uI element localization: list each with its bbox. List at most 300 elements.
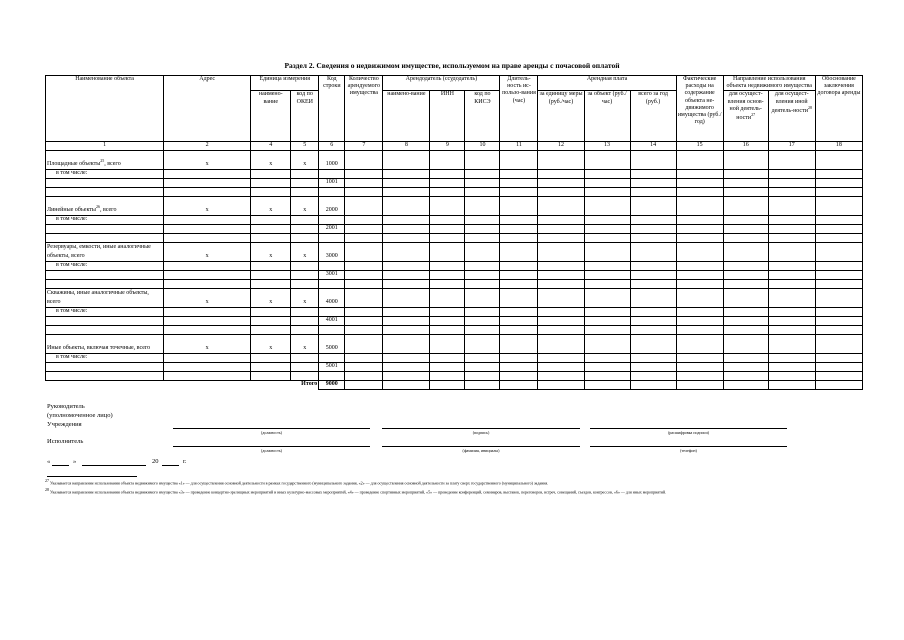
data-cell[interactable] — [768, 288, 815, 307]
data-cell[interactable] — [46, 270, 164, 279]
data-cell[interactable] — [465, 242, 500, 261]
data-cell[interactable] — [538, 371, 584, 380]
data-cell — [251, 371, 291, 380]
data-cell[interactable] — [538, 233, 584, 242]
data-cell[interactable] — [465, 307, 500, 316]
data-cell[interactable] — [383, 334, 430, 353]
data-cell[interactable] — [723, 270, 768, 279]
data-cell[interactable] — [345, 307, 383, 316]
data-cell[interactable] — [815, 307, 862, 316]
data-cell[interactable] — [430, 380, 465, 389]
data-cell[interactable] — [768, 362, 815, 371]
data-cell[interactable] — [815, 187, 862, 196]
data-cell[interactable] — [345, 288, 383, 307]
data-cell[interactable] — [768, 316, 815, 325]
data-cell[interactable] — [815, 215, 862, 224]
data-cell[interactable] — [538, 362, 584, 371]
data-cell[interactable] — [676, 316, 723, 325]
data-cell[interactable] — [345, 279, 383, 288]
data-cell[interactable] — [676, 150, 723, 169]
data-cell[interactable] — [345, 215, 383, 224]
data-cell[interactable] — [723, 371, 768, 380]
data-cell[interactable] — [630, 288, 676, 307]
data-cell[interactable] — [584, 270, 630, 279]
data-cell[interactable] — [345, 224, 383, 233]
data-cell[interactable] — [538, 279, 584, 288]
data-cell[interactable] — [723, 279, 768, 288]
data-cell[interactable] — [723, 215, 768, 224]
data-cell[interactable] — [251, 362, 291, 371]
data-cell[interactable] — [676, 169, 723, 178]
data-cell[interactable] — [430, 178, 465, 187]
data-cell[interactable] — [345, 362, 383, 371]
data-cell[interactable] — [538, 288, 584, 307]
data-cell[interactable] — [676, 288, 723, 307]
data-cell[interactable] — [815, 334, 862, 353]
data-cell[interactable] — [465, 150, 500, 169]
data-cell[interactable] — [500, 334, 538, 353]
data-cell[interactable] — [676, 362, 723, 371]
data-cell[interactable] — [251, 169, 291, 178]
data-cell[interactable] — [430, 196, 465, 215]
data-cell[interactable] — [345, 187, 383, 196]
data-cell[interactable] — [538, 270, 584, 279]
data-cell[interactable] — [630, 261, 676, 270]
data-cell[interactable] — [465, 362, 500, 371]
data-cell[interactable] — [676, 242, 723, 261]
data-cell[interactable] — [430, 224, 465, 233]
data-cell[interactable] — [291, 316, 319, 325]
data-cell[interactable] — [251, 178, 291, 187]
data-cell[interactable] — [251, 353, 291, 362]
data-cell[interactable] — [584, 279, 630, 288]
data-cell[interactable] — [538, 196, 584, 215]
data-cell[interactable] — [768, 334, 815, 353]
data-cell[interactable] — [500, 261, 538, 270]
data-cell[interactable] — [383, 150, 430, 169]
data-cell[interactable] — [815, 380, 862, 389]
data-cell[interactable] — [345, 233, 383, 242]
data-cell[interactable] — [291, 178, 319, 187]
date-month-field[interactable] — [82, 465, 146, 466]
data-cell[interactable] — [768, 224, 815, 233]
data-cell[interactable] — [584, 325, 630, 334]
data-cell[interactable] — [676, 371, 723, 380]
data-cell[interactable] — [465, 334, 500, 353]
data-cell[interactable] — [465, 325, 500, 334]
data-cell[interactable] — [584, 150, 630, 169]
data-cell[interactable] — [723, 150, 768, 169]
data-cell[interactable] — [676, 261, 723, 270]
data-cell[interactable] — [465, 178, 500, 187]
data-cell[interactable] — [383, 233, 430, 242]
head-position-line[interactable] — [173, 428, 370, 429]
data-cell[interactable] — [723, 325, 768, 334]
data-cell[interactable] — [500, 279, 538, 288]
data-cell[interactable] — [164, 307, 251, 316]
data-cell[interactable] — [723, 334, 768, 353]
data-cell[interactable] — [465, 353, 500, 362]
data-cell[interactable] — [815, 224, 862, 233]
data-cell[interactable] — [345, 380, 383, 389]
data-cell[interactable] — [383, 178, 430, 187]
data-cell[interactable] — [676, 270, 723, 279]
data-cell[interactable] — [500, 380, 538, 389]
data-cell[interactable] — [676, 307, 723, 316]
data-cell[interactable] — [291, 261, 319, 270]
data-cell[interactable] — [430, 233, 465, 242]
data-cell[interactable] — [630, 233, 676, 242]
data-cell[interactable] — [251, 261, 291, 270]
data-cell[interactable] — [584, 233, 630, 242]
data-cell[interactable] — [465, 380, 500, 389]
subitem-label: в том числе: — [46, 169, 164, 178]
data-cell[interactable] — [815, 261, 862, 270]
data-cell[interactable] — [768, 196, 815, 215]
data-cell[interactable] — [815, 233, 862, 242]
data-cell[interactable] — [291, 169, 319, 178]
data-cell[interactable] — [345, 316, 383, 325]
executor-phone-line[interactable] — [590, 446, 787, 447]
data-cell[interactable] — [538, 215, 584, 224]
data-cell[interactable] — [676, 178, 723, 187]
data-cell[interactable] — [251, 224, 291, 233]
data-cell[interactable] — [345, 334, 383, 353]
data-cell[interactable] — [815, 178, 862, 187]
data-cell[interactable] — [345, 169, 383, 178]
data-cell[interactable] — [584, 334, 630, 353]
data-cell[interactable] — [630, 169, 676, 178]
data-cell[interactable] — [768, 353, 815, 362]
data-cell[interactable] — [815, 325, 862, 334]
data-cell[interactable] — [164, 178, 251, 187]
data-cell[interactable] — [584, 371, 630, 380]
data-cell[interactable] — [500, 150, 538, 169]
data-cell[interactable] — [538, 261, 584, 270]
data-cell[interactable] — [430, 261, 465, 270]
data-cell[interactable] — [430, 362, 465, 371]
data-cell[interactable] — [676, 187, 723, 196]
data-cell[interactable] — [630, 178, 676, 187]
data-cell[interactable] — [383, 380, 430, 389]
data-cell[interactable] — [768, 307, 815, 316]
data-cell[interactable] — [676, 215, 723, 224]
data-cell[interactable] — [768, 242, 815, 261]
data-cell[interactable] — [676, 279, 723, 288]
data-cell[interactable] — [430, 307, 465, 316]
data-cell[interactable] — [584, 169, 630, 178]
data-cell[interactable] — [630, 196, 676, 215]
data-cell[interactable] — [768, 371, 815, 380]
data-cell[interactable] — [345, 196, 383, 215]
date-year-field[interactable] — [162, 465, 179, 466]
data-cell[interactable] — [768, 261, 815, 270]
data-cell[interactable] — [676, 353, 723, 362]
data-cell[interactable] — [500, 224, 538, 233]
data-cell[interactable] — [383, 307, 430, 316]
data-cell[interactable] — [251, 307, 291, 316]
data-cell[interactable] — [383, 316, 430, 325]
data-cell[interactable] — [383, 325, 430, 334]
data-cell[interactable] — [584, 178, 630, 187]
data-cell[interactable] — [430, 325, 465, 334]
data-cell[interactable] — [291, 215, 319, 224]
data-cell[interactable] — [538, 334, 584, 353]
data-cell[interactable] — [630, 353, 676, 362]
data-cell[interactable] — [46, 178, 164, 187]
data-cell[interactable] — [630, 224, 676, 233]
data-cell[interactable] — [430, 288, 465, 307]
data-cell[interactable] — [500, 371, 538, 380]
data-cell[interactable] — [500, 270, 538, 279]
data-cell[interactable] — [500, 325, 538, 334]
data-cell[interactable] — [345, 178, 383, 187]
data-cell[interactable] — [500, 353, 538, 362]
data-cell[interactable] — [46, 316, 164, 325]
data-cell[interactable] — [584, 362, 630, 371]
data-cell[interactable] — [538, 380, 584, 389]
data-cell[interactable] — [723, 169, 768, 178]
data-cell[interactable] — [815, 150, 862, 169]
data-cell[interactable] — [345, 270, 383, 279]
data-cell[interactable] — [723, 187, 768, 196]
data-cell[interactable] — [345, 325, 383, 334]
data-cell[interactable] — [723, 196, 768, 215]
data-cell[interactable] — [630, 270, 676, 279]
data-cell[interactable] — [538, 307, 584, 316]
data-cell[interactable] — [430, 187, 465, 196]
data-cell[interactable] — [164, 270, 251, 279]
data-cell[interactable] — [815, 371, 862, 380]
data-cell[interactable] — [630, 380, 676, 389]
data-cell[interactable] — [538, 187, 584, 196]
data-cell[interactable] — [630, 325, 676, 334]
data-cell[interactable] — [500, 187, 538, 196]
data-cell[interactable] — [768, 233, 815, 242]
data-cell[interactable] — [815, 242, 862, 261]
data-cell[interactable] — [465, 233, 500, 242]
data-cell[interactable] — [630, 279, 676, 288]
data-cell — [319, 371, 345, 380]
data-cell[interactable] — [500, 233, 538, 242]
data-cell[interactable] — [465, 261, 500, 270]
data-cell[interactable] — [584, 215, 630, 224]
data-cell[interactable] — [465, 316, 500, 325]
data-cell[interactable] — [291, 353, 319, 362]
head-decode-line[interactable] — [590, 428, 787, 429]
data-cell[interactable] — [630, 334, 676, 353]
data-cell[interactable] — [538, 325, 584, 334]
data-cell[interactable] — [251, 316, 291, 325]
data-cell[interactable] — [383, 215, 430, 224]
data-cell[interactable] — [768, 215, 815, 224]
data-cell[interactable] — [465, 169, 500, 178]
data-cell[interactable] — [465, 288, 500, 307]
data-cell[interactable] — [383, 242, 430, 261]
data-cell[interactable] — [538, 316, 584, 325]
data-cell[interactable] — [345, 261, 383, 270]
data-cell[interactable] — [723, 380, 768, 389]
data-cell[interactable] — [500, 169, 538, 178]
data-cell[interactable] — [430, 242, 465, 261]
data-cell[interactable] — [383, 371, 430, 380]
data-cell[interactable] — [768, 187, 815, 196]
data-cell[interactable] — [500, 215, 538, 224]
data-cell[interactable] — [164, 353, 251, 362]
data-cell[interactable] — [538, 178, 584, 187]
data-cell[interactable] — [815, 196, 862, 215]
data-cell[interactable] — [164, 261, 251, 270]
data-cell[interactable] — [164, 169, 251, 178]
data-cell[interactable] — [676, 196, 723, 215]
data-cell[interactable] — [465, 279, 500, 288]
data-cell[interactable] — [383, 279, 430, 288]
data-cell[interactable] — [251, 270, 291, 279]
data-cell[interactable] — [815, 169, 862, 178]
data-cell[interactable] — [676, 233, 723, 242]
data-cell[interactable] — [676, 325, 723, 334]
data-cell[interactable] — [430, 215, 465, 224]
data-cell[interactable] — [538, 169, 584, 178]
data-cell[interactable] — [164, 362, 251, 371]
data-cell[interactable] — [383, 224, 430, 233]
data-cell[interactable] — [164, 224, 251, 233]
data-cell[interactable] — [584, 316, 630, 325]
data-cell[interactable] — [815, 353, 862, 362]
data-cell[interactable] — [538, 150, 584, 169]
data-cell[interactable] — [723, 261, 768, 270]
data-cell[interactable] — [383, 187, 430, 196]
data-cell[interactable] — [465, 187, 500, 196]
data-cell[interactable] — [383, 261, 430, 270]
data-cell[interactable] — [630, 316, 676, 325]
data-cell[interactable] — [500, 178, 538, 187]
data-cell[interactable] — [164, 316, 251, 325]
data-cell[interactable] — [538, 224, 584, 233]
data-cell[interactable] — [345, 371, 383, 380]
data-cell[interactable] — [723, 288, 768, 307]
data-cell[interactable] — [630, 371, 676, 380]
data-cell[interactable] — [768, 150, 815, 169]
data-cell[interactable] — [538, 242, 584, 261]
data-cell[interactable] — [723, 362, 768, 371]
data-cell[interactable] — [430, 316, 465, 325]
data-cell[interactable] — [676, 334, 723, 353]
data-cell[interactable] — [465, 371, 500, 380]
data-cell[interactable] — [500, 196, 538, 215]
data-cell[interactable] — [383, 270, 430, 279]
data-cell[interactable] — [768, 178, 815, 187]
data-cell[interactable] — [46, 224, 164, 233]
data-cell[interactable] — [723, 178, 768, 187]
data-cell[interactable] — [584, 224, 630, 233]
data-cell[interactable] — [676, 380, 723, 389]
data-cell[interactable] — [465, 224, 500, 233]
data-cell[interactable] — [251, 215, 291, 224]
date-day-field[interactable] — [52, 465, 69, 466]
executor-fio-line[interactable] — [382, 446, 580, 447]
data-cell[interactable] — [430, 353, 465, 362]
data-cell[interactable] — [500, 362, 538, 371]
data-cell[interactable] — [815, 362, 862, 371]
data-cell[interactable] — [630, 215, 676, 224]
data-cell[interactable] — [768, 325, 815, 334]
data-cell[interactable] — [630, 150, 676, 169]
data-cell[interactable] — [584, 380, 630, 389]
data-cell[interactable] — [500, 288, 538, 307]
data-cell[interactable] — [291, 362, 319, 371]
data-cell[interactable] — [768, 380, 815, 389]
data-cell[interactable] — [768, 270, 815, 279]
data-cell[interactable] — [538, 353, 584, 362]
data-cell[interactable] — [430, 279, 465, 288]
data-cell[interactable] — [584, 187, 630, 196]
data-cell[interactable] — [383, 169, 430, 178]
data-cell[interactable] — [584, 242, 630, 261]
data-cell[interactable] — [630, 362, 676, 371]
data-cell[interactable] — [164, 215, 251, 224]
data-cell[interactable] — [383, 353, 430, 362]
data-cell[interactable] — [815, 288, 862, 307]
data-cell[interactable] — [630, 187, 676, 196]
data-cell[interactable] — [465, 196, 500, 215]
data-cell[interactable] — [500, 316, 538, 325]
data-cell[interactable] — [768, 279, 815, 288]
data-cell[interactable] — [465, 215, 500, 224]
data-cell[interactable] — [345, 353, 383, 362]
data-cell[interactable] — [584, 353, 630, 362]
data-cell[interactable] — [584, 261, 630, 270]
data-cell[interactable] — [584, 196, 630, 215]
data-cell[interactable] — [630, 242, 676, 261]
head-signature-line[interactable] — [382, 428, 580, 429]
sub-row-code: 1001 — [319, 178, 345, 187]
data-cell[interactable] — [723, 316, 768, 325]
data-cell[interactable] — [723, 233, 768, 242]
data-cell[interactable] — [500, 307, 538, 316]
executor-position-line[interactable] — [173, 446, 370, 447]
data-cell[interactable] — [430, 334, 465, 353]
data-cell[interactable] — [345, 150, 383, 169]
data-cell[interactable] — [291, 224, 319, 233]
data-cell[interactable] — [815, 316, 862, 325]
data-cell[interactable] — [723, 353, 768, 362]
data-cell[interactable] — [500, 242, 538, 261]
data-cell[interactable] — [430, 371, 465, 380]
data-cell[interactable] — [768, 169, 815, 178]
data-cell[interactable] — [291, 307, 319, 316]
data-cell[interactable] — [430, 150, 465, 169]
data-cell[interactable] — [815, 270, 862, 279]
data-cell[interactable] — [723, 307, 768, 316]
data-cell[interactable] — [723, 242, 768, 261]
data-cell[interactable] — [584, 288, 630, 307]
data-cell[interactable] — [465, 270, 500, 279]
data-cell[interactable] — [383, 196, 430, 215]
data-cell[interactable] — [630, 307, 676, 316]
data-cell[interactable] — [723, 224, 768, 233]
data-cell[interactable] — [676, 224, 723, 233]
data-cell[interactable] — [383, 362, 430, 371]
data-cell[interactable] — [345, 242, 383, 261]
data-cell[interactable] — [46, 362, 164, 371]
data-cell[interactable] — [430, 270, 465, 279]
data-cell[interactable] — [815, 279, 862, 288]
data-cell[interactable] — [383, 288, 430, 307]
data-cell[interactable] — [584, 307, 630, 316]
data-cell[interactable] — [291, 270, 319, 279]
data-cell[interactable] — [430, 169, 465, 178]
